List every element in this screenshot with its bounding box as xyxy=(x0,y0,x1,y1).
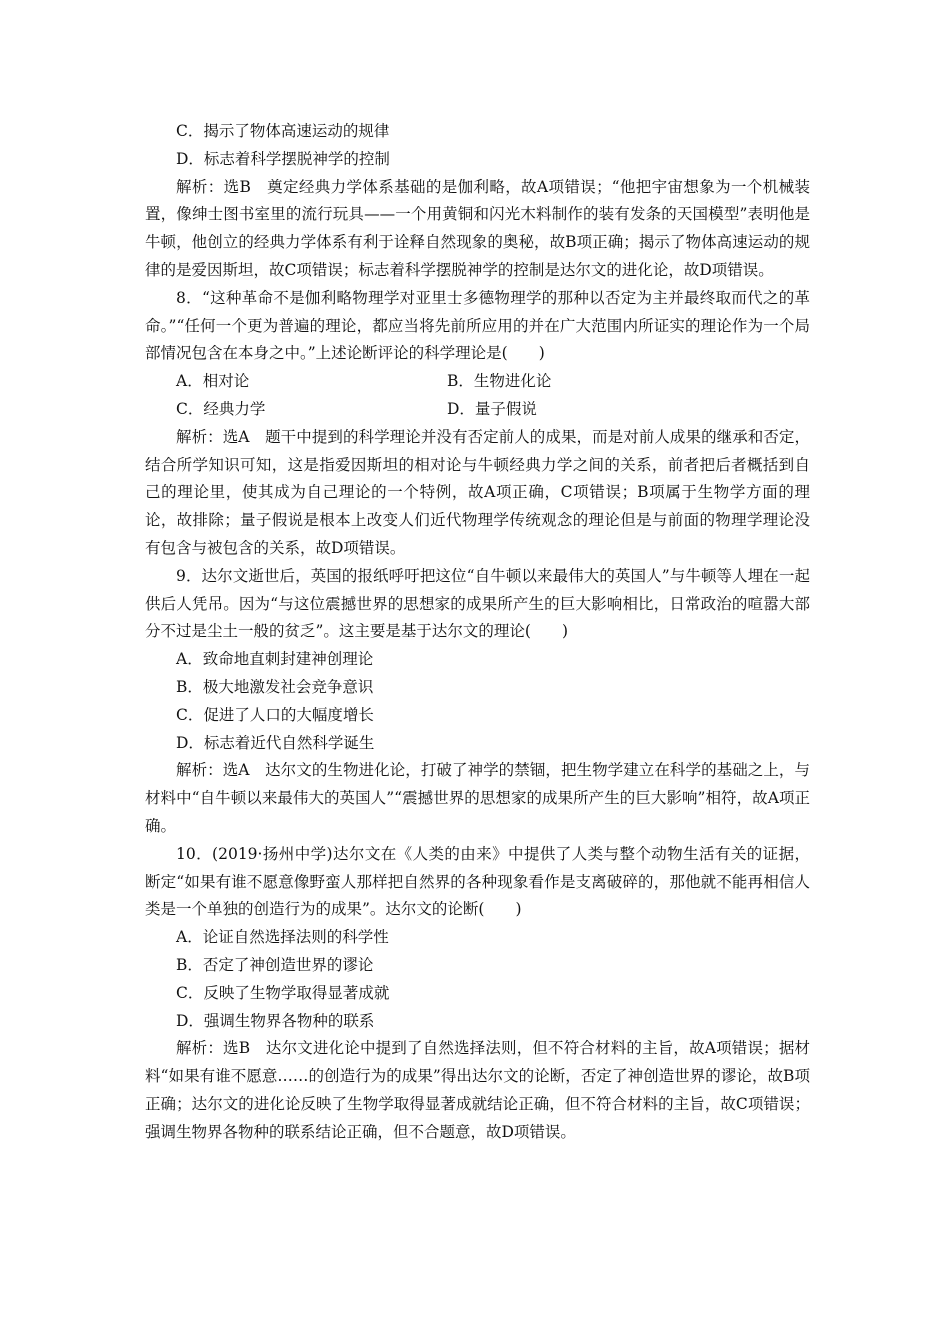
q10-option-b: B．否定了神创造世界的谬论 xyxy=(176,955,374,974)
q10-option-c: C．反映了生物学取得显著成就 xyxy=(176,983,390,1002)
q9-stem: 9．达尔文逝世后，英国的报纸呼吁把这位“自牛顿以来最伟大的英国人”与牛顿等人埋在一起供后人凭吊。因为“与这位震撼世界的思想家的成果所产生的巨大影响相比，日常政治的喧嚣大部分不过是尘土一般的贫乏”。这主要是基于达尔文的理论( ) xyxy=(145,566,810,641)
q8-option-b: B．生物进化论 xyxy=(447,372,552,391)
q7-option-d: D．标志着科学摆脱神学的控制 xyxy=(176,149,390,168)
q9-option-a: A．致命地直刺封建神创理论 xyxy=(176,650,374,669)
q7-option-c: C．揭示了物体高速运动的规律 xyxy=(176,122,390,140)
q9-option-d: D．标志着近代自然科学诞生 xyxy=(176,733,375,752)
q9-analysis: 解析：选A 达尔文的生物进化论，打破了神学的禁锢，把生物学建立在科学的基础之上，与材料中“自牛顿以来最伟大的英国人”“震撼世界的思想家的成果所产生的巨大影响”相符，故A项正确。 xyxy=(145,761,810,835)
q8-option-a: A．相对论 xyxy=(176,372,250,391)
q9-option-b: B．极大地激发社会竞争意识 xyxy=(176,677,374,696)
q10-option-d: D．强调生物界各物种的联系 xyxy=(176,1011,375,1030)
q8-stem: 8．“这种革命不是伽利略物理学对亚里士多德物理学的那种以否定为主并最终取而代之的革命。”“任何一个更为普遍的理论，都应当将先前所应用的并在广大范围内所证实的理论作为一个局部情况包含在本身之中。”上述论断评论的科学理论是( ) xyxy=(145,288,810,363)
document-page xyxy=(145,118,810,1146)
q8-options-row-2 xyxy=(145,396,810,424)
q7-analysis: 解析：选B 奠定经典力学体系基础的是伽利略，故A项错误；“他把宇宙想象为一个机械装置，像绅士图书室里的流行玩具——一个用黄铜和闪光木料制作的装有发条的天国模型”表明他是牛顿，他创立的经典力学体系有利于诠释自然现象的奥秘，故B项正确；揭示了物体高速运动的规律的是爱因斯坦，故C项错误；标志着科学摆脱神学的控制是达尔文的进化论，故D项错误。 xyxy=(145,177,810,279)
q8-option-d: D．量子假说 xyxy=(447,399,537,418)
q10-option-a: A．论证自然选择法则的科学性 xyxy=(176,928,389,947)
q9-option-c: C．促进了人口的大幅度增长 xyxy=(176,705,374,724)
q8-option-c: C．经典力学 xyxy=(176,399,266,418)
q8-options-row-1 xyxy=(145,368,810,396)
q10-stem: 10．(2019·扬州中学)达尔文在《人类的由来》中提供了人类与整个动物生活有关的证据，断定“如果有谁不愿意像野蛮人那样把自然界的各种现象看作是支离破碎的，那他就不能再相信人类是一个单独的创造行为的成果”。达尔文的论断( ) xyxy=(145,844,810,919)
q8-analysis: 解析：选A 题干中提到的科学理论并没有否定前人的成果，而是对前人成果的继承和否定，结合所学知识可知，这是指爱因斯坦的相对论与牛顿经典力学之间的关系，前者把后者概括到自己的理论里，使其成为自己理论的一个特例，故A项正确，C项错误；B项属于生物学方面的理论，故排除；量子假说是根本上改变人们近代物理学传统观念的理论但是与前面的物理学理论没有包含与被包含的关系，故D项错误。 xyxy=(145,427,810,557)
q10-analysis: 解析：选B 达尔文进化论中提到了自然选择法则，但不符合材料的主旨，故A项错误；据材料“如果有谁不愿意……的创造行为的成果”得出达尔文的论断，否定了神创造世界的谬论，故B项正确；达尔文的进化论反映了生物学取得显著成就结论正确，但不符合材料的主旨，故C项错误；强调生物界各物种的联系结论正确，但不合题意，故D项错误。 xyxy=(145,1039,810,1141)
